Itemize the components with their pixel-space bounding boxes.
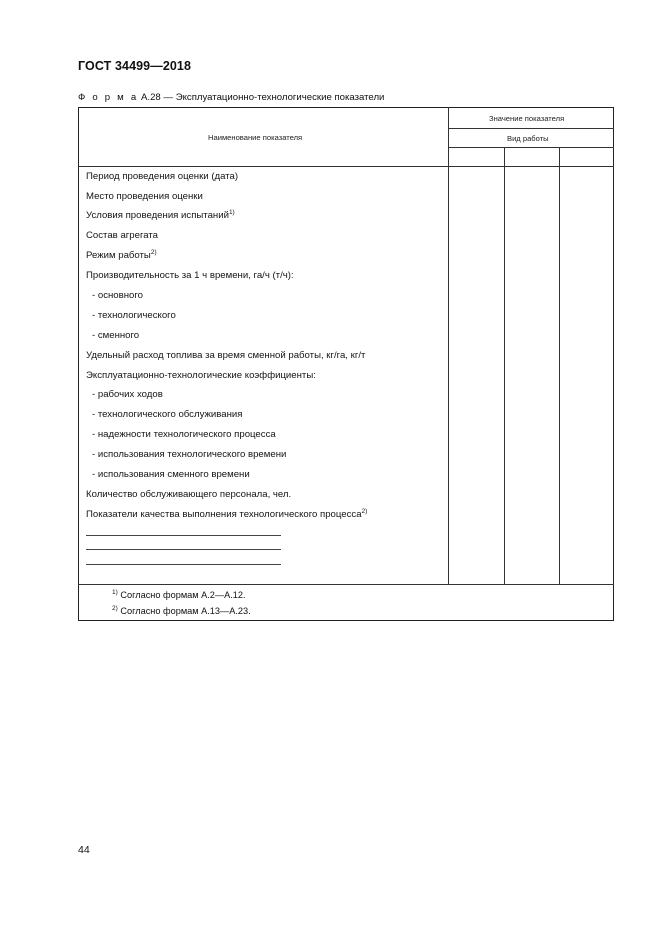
row-staff-count: Количество обслуживающего персонала, чел.: [86, 489, 292, 500]
row-productivity: Производительность за 1 ч времени, га/ч (т/ч):: [86, 270, 294, 281]
row-assessment-period: Период проведения оценки (дата): [86, 171, 239, 182]
table-divider-name-column: [448, 107, 449, 584]
row-test-conditions: Условия проведения испытаний$^{1)}$: [86, 209, 235, 221]
row-productivity-shift: - сменного: [92, 330, 140, 341]
table-line-footnotes-top: [78, 584, 614, 585]
blank-line: [86, 549, 281, 550]
form-title: А.28 — Эксплуатационно-технологические показатели: [141, 92, 385, 103]
row-operational-coefficients: Эксплуатационно-технологические коэффициенты:: [86, 370, 316, 381]
row-coef-working-passes: - рабочих ходов: [92, 389, 163, 400]
page-number: 44: [78, 844, 90, 856]
footnote-ref: 1): [228, 209, 235, 216]
table-line-under-work-type: [448, 147, 614, 148]
form-label: Ф о р м а: [78, 92, 139, 103]
table-line-under-value-header: [448, 128, 614, 129]
row-productivity-main: - основного: [92, 290, 143, 301]
header-indicator-name: Наименование показателя: [208, 133, 303, 142]
footnote-ref: 2): [361, 508, 368, 515]
row-quality-indicators: Показатели качества выполнения технологического процесса$^{2)}$: [86, 508, 368, 520]
form-caption: [78, 92, 384, 103]
row-productivity-technological: - технологического: [92, 310, 176, 321]
blank-line: [86, 535, 281, 536]
row-unit-composition: Состав агрегата: [86, 230, 158, 241]
row-operating-mode: Режим работы$^{2)}$: [86, 249, 157, 261]
row-coef-maintenance: - технологического обслуживания: [92, 409, 243, 420]
footnote-2: $^{2)}$ Согласно формам А.13—А.23.: [112, 605, 251, 616]
table-line-header-bottom: [78, 166, 614, 167]
row-fuel-consumption: Удельный расход топлива за время сменной работы, кг/га, кг/т: [86, 350, 366, 361]
blank-line: [86, 564, 281, 565]
row-coef-reliability: - надежности технологического процесса: [92, 429, 276, 440]
footnote-1: $^{1)}$ Согласно формам А.2—А.12.: [112, 589, 246, 600]
document-standard-number: ГОСТ 34499—2018: [78, 59, 192, 73]
row-coef-tech-time: - использования технологического времени: [92, 449, 287, 460]
indicators-table: [78, 107, 614, 621]
table-divider-value-2: [559, 147, 560, 584]
table-divider-value-1: [504, 147, 505, 584]
header-work-type: Вид работы: [507, 134, 549, 143]
header-indicator-value: Значение показателя: [489, 114, 565, 123]
row-coef-shift-time: - использования сменного времени: [92, 469, 250, 480]
row-assessment-place: Место проведения оценки: [86, 191, 203, 202]
footnote-ref: 2): [150, 249, 157, 256]
